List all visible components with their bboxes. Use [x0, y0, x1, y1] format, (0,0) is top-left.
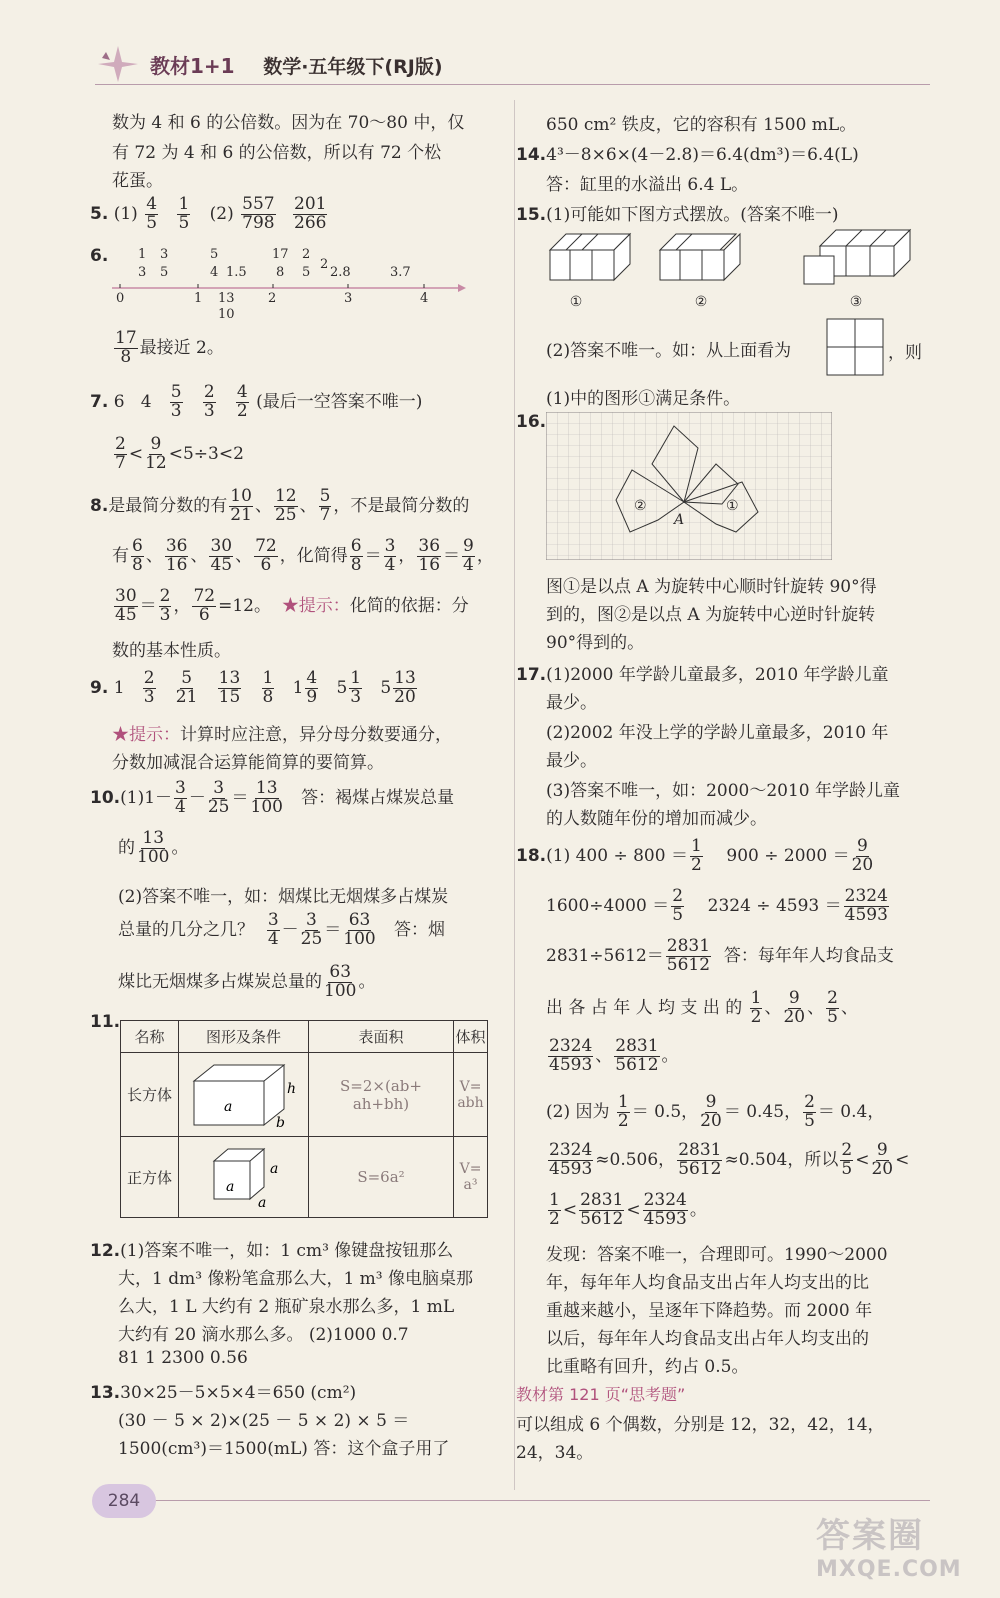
text-line: (1)中的图形①满足条件。: [546, 389, 741, 409]
text-line: (2)2002 年没上学的学龄儿童最多，2010 年: [546, 723, 889, 743]
fraction: $\frac{557}{798}$: [242, 194, 275, 233]
svg-text:13: 13: [218, 291, 235, 306]
svg-text:2: 2: [302, 247, 311, 262]
question-18-line3: 2831÷5612＝ $\frac{2831}{5612}$ 答：每年年人均食品支: [546, 936, 894, 975]
table-header: 名称: [121, 1021, 179, 1053]
text-line: 最少。: [546, 751, 597, 771]
page-header: [150, 50, 443, 79]
svg-text:②: ②: [694, 294, 708, 310]
svg-text:a: a: [223, 1098, 232, 1115]
svg-text:a: a: [257, 1195, 266, 1211]
question-18-line2: 1600÷4000 ＝ $\frac{2}{5}$ 2324 ÷ 4593 ＝ $\frac{2324}{4593}$: [546, 886, 888, 925]
svg-text:A: A: [674, 512, 685, 528]
question-15-part2: (2)答案不唯一。如：从上面看为: [546, 341, 792, 361]
text-line: 1500(cm³)＝1500(mL) 答：这个盒子用了: [118, 1439, 450, 1459]
table-header: 表面积: [309, 1021, 454, 1053]
brand-logo-icon: [88, 44, 148, 84]
table-cell: 正方体: [121, 1137, 179, 1218]
question-8-line1: 8.是最简分数的有 $\frac{10}{21}$ 、 $\frac{12}{25}$ 、 $\frac{5}{7}$ ，不是最简分数的: [90, 486, 470, 525]
fraction: $\frac{1}{5}$: [178, 194, 190, 233]
text-line: 答：缸里的水溢出 6.4 L。: [546, 175, 749, 195]
svg-text:3: 3: [138, 265, 147, 280]
watermark: 答案圈 MXQE.COM: [816, 1516, 962, 1582]
question-number: 11.: [90, 1012, 121, 1032]
tip-line: ★提示：计算时应注意，异分母分数要通分，: [112, 725, 452, 745]
text-line: 90°得到的。: [546, 633, 645, 653]
question-15: 15.(1)可能如下图方式摆放。(答案不唯一): [516, 205, 839, 225]
question-5: [90, 196, 329, 233]
question-10-line2: 的 $\frac{13}{100}$ 。: [118, 828, 189, 867]
text-line: 数为 4 和 6 的公倍数。因为在 70～80 中，仅: [112, 113, 465, 133]
table-cell: 长方体: [121, 1053, 179, 1137]
question-number: 16.: [516, 412, 547, 432]
text-line: 图①是以点 A 为旋转中心顺时针旋转 90°得: [546, 577, 877, 597]
svg-text:5: 5: [210, 247, 219, 262]
rotation-grid: [546, 412, 832, 560]
question-10-line4: 总量的几分之几？ $\frac{3}{4}$ － $\frac{3}{25}$ ＝ $\frac{63}{100}$ 答：烟: [118, 910, 445, 949]
text-line: 的人数随年份的增加而减少。: [546, 809, 767, 829]
fraction: $\frac{5}{3}$: [170, 382, 182, 421]
text-line: (3)答案不唯一，如：2000～2010 年学龄儿童: [546, 781, 901, 801]
page-number: 284: [92, 1484, 156, 1518]
text-line: 到的，图②是以点 A 为旋转中心逆时针旋转: [546, 605, 876, 625]
question-12: 12.(1)答案不唯一，如：1 cm³ 像键盘按钮那么: [90, 1241, 454, 1261]
text-fragment: ，则: [888, 343, 922, 363]
tick-label: 2: [268, 291, 277, 306]
question-14: 14.4³－8×6×(4－2.8)＝6.4(dm³)＝6.4(L): [516, 145, 859, 165]
text-line: 么大，1 L 大约有 2 瓶矿泉水那么多，1 mL: [118, 1297, 455, 1317]
svg-text:17: 17: [272, 247, 289, 262]
text-line: 重越来越小，呈逐年下降趋势。而 2000 年: [546, 1301, 873, 1321]
tick-label: 4: [420, 291, 429, 306]
text-line: 数的基本性质。: [112, 641, 231, 661]
number-line: [108, 244, 468, 324]
fraction: $\frac{4}{2}$: [236, 382, 248, 421]
question-10-line1: 10.(1)1－ $\frac{3}{4}$ － $\frac{3}{25}$ ＝ $\frac{13}{100}$ 答：褐煤占煤炭总量: [90, 778, 455, 817]
text-line: 大，1 dm³ 像粉笔盒那么大，1 m³ 像电脑桌那: [118, 1269, 473, 1289]
svg-text:①: ①: [726, 498, 739, 514]
svg-text:①: ①: [569, 294, 583, 310]
question-18-line6: (2) 因为 $\frac{1}{2}$ ＝ 0.5， $\frac{9}{20}$ ＝ 0.45， $\frac{2}{5}$ ＝ 0.4，: [546, 1092, 885, 1131]
svg-text:4: 4: [210, 265, 219, 280]
question-18-line5: $\frac{2324}{4593}$ 、 $\frac{2831}{5612}$ 。: [549, 1036, 679, 1075]
question-18-line8: $\frac{1}{2}$ < $\frac{2831}{5612}$ < $\frac{2324}{4593}$ 。: [549, 1190, 707, 1229]
header-divider: [95, 84, 930, 85]
tick-label: 0: [116, 291, 125, 306]
question-6-answer: $\frac{17}{8}$ 最接近 2。: [115, 328, 224, 367]
question-10-line5: 煤比无烟煤多占煤炭总量的 $\frac{63}{100}$ 。: [118, 962, 376, 1001]
svg-text:a: a: [225, 1179, 234, 1195]
text-line: 可以组成 6 个偶数，分别是 12，32，42，14，: [516, 1415, 885, 1435]
tick-label: 1: [194, 291, 203, 306]
text-line: 最少。: [546, 693, 597, 713]
fraction: $\frac{17}{8}$: [115, 328, 137, 367]
svg-text:a: a: [269, 1161, 278, 1177]
svg-text:3.7: 3.7: [390, 265, 411, 280]
question-number: 10.: [90, 787, 121, 808]
cube-arrangements: [546, 226, 916, 316]
text-line: (2)答案不唯一，如：烟煤比无烟煤多占煤炭: [118, 887, 449, 907]
question-number: 6.: [90, 246, 109, 266]
svg-text:2: 2: [320, 257, 329, 272]
svg-text:5: 5: [302, 265, 311, 280]
svg-text:1: 1: [138, 247, 147, 262]
question-number: 9.: [90, 677, 109, 698]
tip-label: ★提示：: [281, 595, 350, 616]
svg-text:3: 3: [160, 247, 169, 262]
text-line: (30 － 5 × 2)×(25 － 5 × 2) × 5 ＝: [118, 1411, 410, 1431]
question-13: 13.30×25－5×5×4＝650 (cm²): [90, 1383, 357, 1403]
fraction: $\frac{2}{3}$: [203, 382, 215, 421]
text-line: 81 1 2300 0.56: [118, 1348, 248, 1368]
question-7-inequality: $\frac{2}{7}$ < $\frac{9}{12}$ <5÷3<2: [115, 434, 244, 473]
svg-text:1.5: 1.5: [226, 265, 247, 280]
text-line: 发现：答案不唯一，合理即可。1990～2000: [546, 1245, 888, 1265]
question-number: 7.: [90, 391, 109, 412]
svg-text:5: 5: [160, 265, 169, 280]
question-18-line7: $\frac{2324}{4593}$ ≈0.506， $\frac{2831}{5612}$ ≈0.504，所以 $\frac{2}{5}$ < $\frac{9}{20}$ <: [549, 1140, 910, 1179]
text-line: 有 72 为 4 和 6 的公倍数，所以有 72 个松: [112, 143, 442, 163]
question-18-line1: 18.(1) 400 ÷ 800 ＝ $\frac{1}{2}$ 900 ÷ 2000 ＝ $\frac{9}{20}$: [516, 836, 874, 875]
table-header: 图形及条件: [179, 1021, 309, 1053]
fraction: $\frac{4}{5}$: [146, 194, 158, 233]
column-divider: [514, 100, 515, 1490]
text-line: 以后，每年年人均食品支出占年人均支出的: [546, 1329, 869, 1349]
question-17: 17.(1)2000 年学龄儿童最多，2010 年学龄儿童: [516, 665, 889, 685]
svg-text:h: h: [286, 1080, 296, 1097]
svg-text:8: 8: [276, 265, 285, 280]
text-line: 花蛋。: [112, 171, 163, 191]
svg-text:b: b: [275, 1114, 285, 1129]
text-line: 24，34。: [516, 1443, 594, 1463]
question-number: 8.: [90, 495, 109, 516]
think-heading: 教材第 121 页“思考题”: [516, 1385, 686, 1404]
fraction: $\frac{201}{266}$: [294, 194, 327, 233]
question-7: 7. 6 4 $\frac{5}{3}$ $\frac{2}{3}$ $\frac{4}{2}$ (最后一空答案不唯一): [90, 382, 423, 421]
cuboid-figure: [179, 1053, 309, 1137]
cube-figure: [179, 1137, 309, 1218]
part-label: (1): [113, 203, 138, 224]
brand-title: 教材1+1: [150, 54, 235, 78]
question-number: 5.: [90, 203, 109, 224]
footer-divider: [95, 1500, 930, 1501]
top-view-figure: [826, 318, 884, 376]
subject-title: 数学·五年级下(RJ版): [263, 56, 443, 78]
question-8-line3: $\frac{30}{45}$ ＝ $\frac{2}{3}$ ， $\frac{72}{6}$ =12。 ★提示：化简的依据：分: [115, 586, 469, 625]
question-9: 9. 1 $\frac{2}{3}$ $\frac{5}{21}$ $\frac{13}{15}$ $\frac{1}{8}$ 1 $\frac{4}{9}$ 5 $\frac{1}{3}$ 5 $\frac{13}{20}$: [90, 668, 416, 707]
svg-text:③: ③: [849, 294, 863, 310]
text-line: 年，每年年人均食品支出占年人均支出的比: [546, 1273, 869, 1293]
table-header: 体积: [454, 1021, 488, 1053]
text-line: 大约有 20 滴水那么多。 (2)1000 0.7: [118, 1325, 409, 1345]
svg-text:2.8: 2.8: [330, 265, 351, 280]
tick-label: 3: [344, 291, 353, 306]
text-line: 650 cm² 铁皮，它的容积有 1500 mL。: [546, 115, 857, 135]
question-18-line4: 出 各 占 年 人 均 支 出 的 $\frac{1}{2}$ 、 $\frac{9}{20}$ 、 $\frac{2}{5}$ 、: [546, 988, 858, 1027]
part-label: (2): [209, 203, 234, 224]
svg-text:②: ②: [634, 498, 647, 514]
text-line: 比重略有回升，约占 0.5。: [546, 1357, 749, 1377]
shapes-table: 名称 图形及条件 表面积 体积 长方体 a h b S=2×(ab+ ah+bh) V= abh 正方体 a a a S=6a² V= a³: [120, 1020, 488, 1218]
svg-text:10: 10: [218, 307, 235, 322]
question-8-line2: 有 $\frac{6}{8}$ 、 $\frac{36}{16}$ 、 $\frac{30}{45}$ 、 $\frac{72}{6}$ ，化简得 $\frac{6}{8}$ ＝ $\frac{3}{4}$ ， $\frac{36}{16}$ ＝ $\frac{9}{4}$ ，: [112, 536, 494, 575]
text-line: 分数加减混合运算能简算的要简算。: [112, 753, 384, 773]
